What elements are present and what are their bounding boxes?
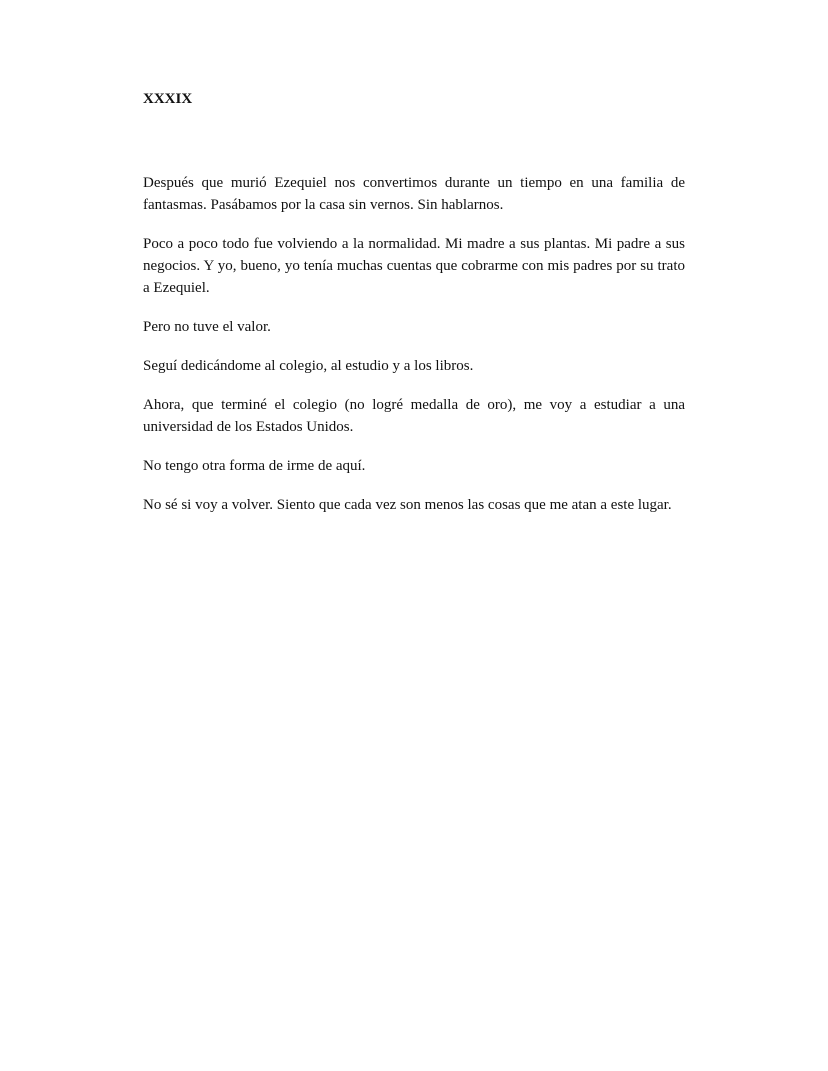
chapter-heading: XXXIX — [143, 91, 193, 107]
paragraph: Ahora, que terminé el colegio (no logré medalla de oro), me voy a estudiar a una universidad de los Estados Unidos. — [143, 397, 685, 435]
paragraph: No tengo otra forma de irme de aquí. — [143, 458, 366, 474]
document-page — [143, 88, 685, 533]
paragraph: Seguí dedicándome al colegio, al estudio y a los libros. — [143, 358, 474, 374]
paragraph: Después que murió Ezequiel nos convertimos durante un tiempo en una familia de fantasmas. Pasábamos por la casa sin vernos. Sin hablarnos. — [143, 175, 685, 213]
paragraph: No sé si voy a volver. Siento que cada vez son menos las cosas que me atan a este lugar. — [143, 497, 672, 513]
paragraph: Pero no tuve el valor. — [143, 319, 271, 335]
paragraph: Poco a poco todo fue volviendo a la normalidad. Mi madre a sus plantas. Mi padre a sus negocios. Y yo, bueno, yo tenía muchas cuentas que cobrarme con mis padres por su trato a Ezequiel. — [143, 236, 685, 296]
